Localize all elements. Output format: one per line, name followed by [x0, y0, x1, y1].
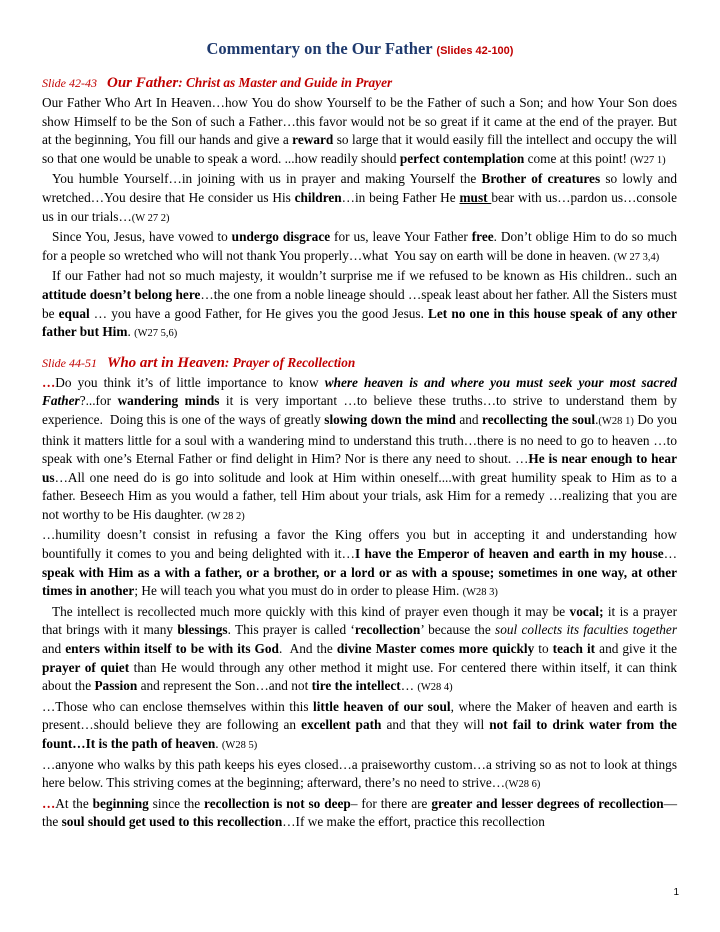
slide-number: Slide 44-51: [42, 355, 97, 370]
section-header-2: [42, 352, 677, 374]
paragraph: You humble Yourself…in joining with us in prayer and making Yourself the Brother of creatures so lowly and wretched…You desire that He consider us His children…in being Father He must bear with us…pardon us…console us in our trials…(W 27 2): [42, 171, 677, 224]
title-slides: (Slides 42-100): [436, 45, 514, 57]
section-header-1: [42, 72, 677, 94]
section-heading: Our Father: [106, 75, 179, 91]
paragraph: …anyone who walks by this path keeps his eyes closed…a praiseworthy custom…a striving so as not to look at things here below. This striving comes at the beginning; afterward, there’s no need to strive…(W28 6): [42, 756, 677, 791]
slide-number: Slide 42-43: [42, 76, 97, 90]
paragraph: Since You, Jesus, have vowed to undergo disgrace for us, leave Your Father free. Don’t oblige Him to do so much for a people so wretched who will not thank You properly…what You say on earth will be done in heaven. (W 27 3,4): [42, 229, 677, 263]
paragraph: …Do you think it’s of little importance to know where heaven is and where you must seek your most sacred Father?...for wandering minds it is very important …to believe these truths…to strive to understand them by experience. Doing this is one of the ways of greatly slowing down the mind and recollecting the soul.(W28 1) Do you think it matters little for a soul with a wandering mind to understand this truth…there is no need to go to heaven …to speak with one’s Eternal Father or find delight in Him? Nor is there any need to shout. …He is near enough to hear us…All one need do is go into solitude and look at Him within oneself....with great humility speak to Him as to a father. Beseech Him as you would a father, tell Him about your trials, ask Him for a remedy …realizing that you are not worthy to be His daughter. (W 28 2): [42, 374, 678, 522]
section-heading: Who art in Heaven: [106, 354, 225, 371]
paragraph: …humility doesn’t consist in refusing a favor the King offers you but in accepting it and understanding how bountifully it comes to you and being delighted with it…I have the Emperor of heaven and earth in my house…speak with Him as a with a father, or a brother, or a lord or as with a spouse; sometimes in one way, at other times in another; He will teach you what you must do in order to please Him. (W28 3): [42, 527, 677, 599]
page-title: [0, 39, 720, 59]
paragraph: Our Father Who Art In Heaven…how You do show Yourself to be the Father of such a Son; and how Your Son does show Himself to be the Son of such a Father…this favor would not be so great if it came at the end of the prayer. But at the beginning, You fill our hands and give a reward so large that it would easily fill the intellect and occupy the will so that one would be unable to speak a word. ...how readily should perfect contemplation come at this point! (W27 1): [42, 95, 677, 166]
page-number: 1: [673, 887, 679, 898]
section-subheading: : Prayer of Recollection: [224, 354, 356, 370]
paragraph: The intellect is recollected much more quickly with this kind of prayer even though it may be vocal; it is a prayer that brings with it many blessings. This prayer is called ‘recollection’ because the soul collects its faculties together and enters within itself to be with its God. And the divine Master comes more quickly to teach it and give it the prayer of quiet than He would through any other method it might use. For centered there within itself, it can think about the Passion and represent the Son…and not tire the intellect… (W28 4): [42, 603, 678, 694]
paragraph: …At the beginning since the recollection is not so deep– for there are greater and lesser degrees of recollection—the soul should get used to this recollection…If we make the effort, practice this recollection: [42, 795, 677, 830]
document-body: [42, 72, 677, 832]
title-text: Commentary on the Our Father: [206, 39, 433, 58]
section-subheading: : Christ as Master and Guide in Prayer: [178, 75, 393, 90]
paragraph: …Those who can enclose themselves within this little heaven of our soul, where the Maker of heaven and earth is present…should believe they are following an excellent path and that they will not fail to drink water from the fount…It is the path of heaven. (W28 5): [42, 698, 677, 751]
paragraph: If our Father had not so much majesty, it wouldn’t surprise me if we refused to be known as His children.. such an attitude doesn’t belong here…the one from a noble lineage should …speak least about her father. All the Sisters must be equal … you have a good Father, for He gives you the good Jesus. Let no one in this house speak of any other father but Him. (W27 5,6): [42, 268, 677, 340]
